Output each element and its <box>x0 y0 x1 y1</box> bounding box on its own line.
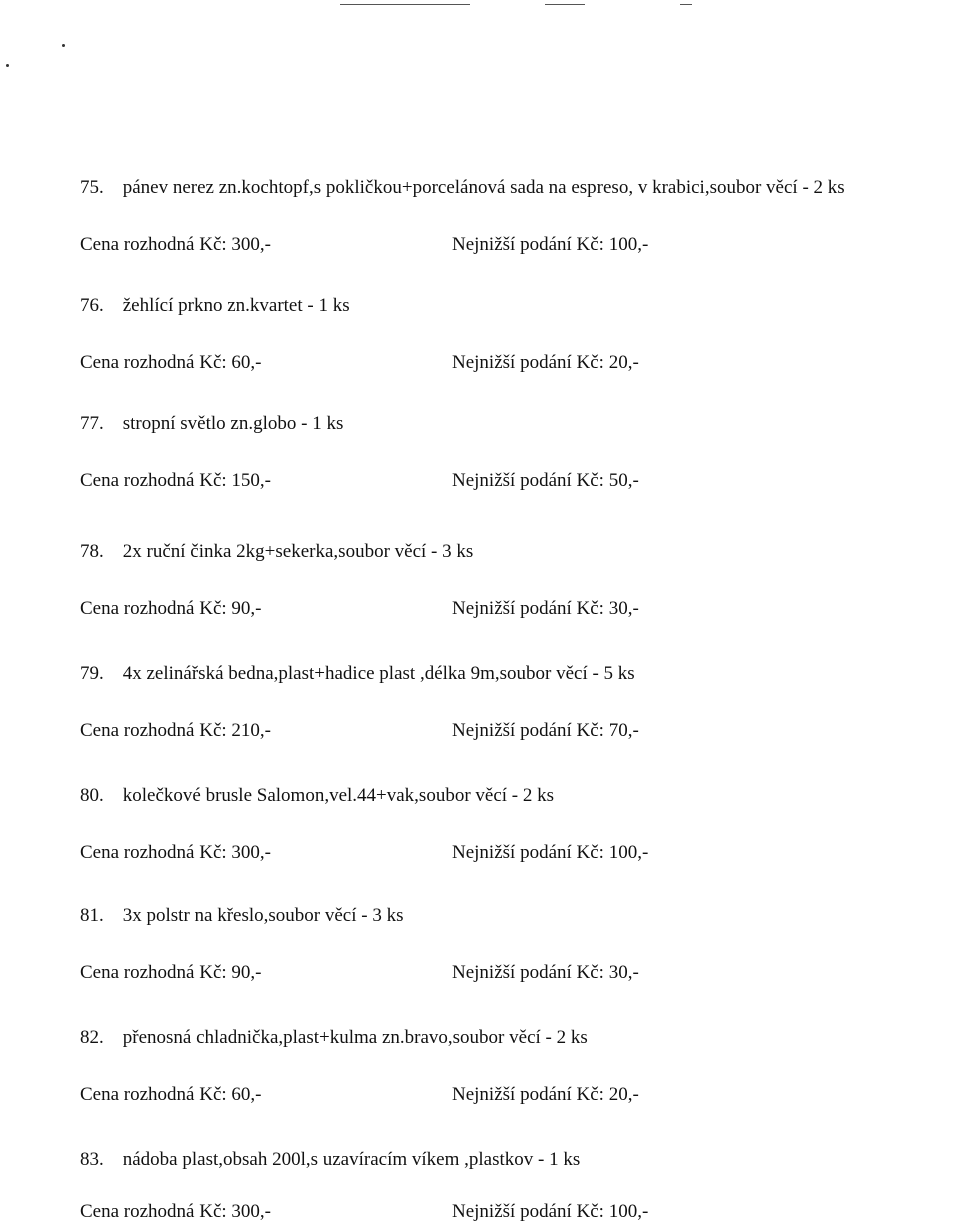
scan-artifact <box>340 4 470 5</box>
item-title <box>80 412 950 436</box>
price-value: 60,- <box>231 1084 262 1105</box>
min-bid <box>452 1083 639 1107</box>
min-bid <box>452 961 639 985</box>
scan-artifact <box>680 4 692 5</box>
price-decisive <box>80 1200 271 1224</box>
item-number: 77. <box>80 413 104 434</box>
min-bid-value: 100,- <box>608 234 649 255</box>
item-title <box>80 1026 950 1050</box>
item-title <box>80 1148 950 1172</box>
auction-item <box>80 784 950 865</box>
item-description: kolečkové brusle Salomon,vel.44+vak,soubor věcí - 2 ks <box>122 785 555 806</box>
item-description: pánev nerez zn.kochtopf,s pokličkou+porcelánová sada na espreso, v krabici,soubor věcí - 2 ks <box>122 177 845 198</box>
price-decisive <box>80 233 271 257</box>
price-value: 210,- <box>231 720 271 741</box>
item-number: 79. <box>80 663 104 684</box>
item-title <box>80 904 950 928</box>
price-decisive <box>80 961 262 985</box>
item-number: 80. <box>80 785 104 806</box>
price-label: Cena rozhodná Kč: <box>80 1201 227 1222</box>
price-label: Cena rozhodná Kč: <box>80 352 227 373</box>
min-bid-value: 100,- <box>608 1201 649 1222</box>
item-price-row <box>80 719 950 743</box>
item-number: 75. <box>80 177 104 198</box>
scan-artifact <box>62 44 65 47</box>
min-bid <box>452 841 648 865</box>
price-value: 300,- <box>231 1201 271 1222</box>
price-label: Cena rozhodná Kč: <box>80 234 227 255</box>
auction-item <box>80 662 950 743</box>
item-number: 82. <box>80 1027 104 1048</box>
item-description: nádoba plast,obsah 200l,s uzavíracím víkem ,plastkov - 1 ks <box>122 1149 581 1170</box>
min-bid-label: Nejnižší podání Kč: <box>452 962 604 983</box>
price-decisive <box>80 1083 262 1107</box>
min-bid <box>452 351 639 375</box>
item-description: přenosná chladnička,plast+kulma zn.bravo,soubor věcí - 2 ks <box>122 1027 588 1048</box>
min-bid <box>452 469 639 493</box>
min-bid <box>452 597 639 621</box>
item-title <box>80 176 950 200</box>
min-bid <box>452 233 648 257</box>
price-value: 90,- <box>231 962 262 983</box>
price-decisive <box>80 841 271 865</box>
item-number: 78. <box>80 541 104 562</box>
auction-item <box>80 904 950 985</box>
item-number: 76. <box>80 295 104 316</box>
item-description: 3x polstr na křeslo,soubor věcí - 3 ks <box>122 905 404 926</box>
min-bid-label: Nejnižší podání Kč: <box>452 470 604 491</box>
price-decisive <box>80 351 262 375</box>
price-label: Cena rozhodná Kč: <box>80 720 227 741</box>
price-label: Cena rozhodná Kč: <box>80 598 227 619</box>
min-bid-label: Nejnižší podání Kč: <box>452 598 604 619</box>
min-bid <box>452 1200 648 1224</box>
price-decisive <box>80 597 262 621</box>
item-description: 2x ruční činka 2kg+sekerka,soubor věcí - 3 ks <box>122 541 474 562</box>
price-value: 90,- <box>231 598 262 619</box>
min-bid-value: 20,- <box>608 352 639 373</box>
price-value: 60,- <box>231 352 262 373</box>
min-bid-value: 30,- <box>608 962 639 983</box>
min-bid-value: 20,- <box>608 1084 639 1105</box>
price-label: Cena rozhodná Kč: <box>80 1084 227 1105</box>
min-bid-label: Nejnižší podání Kč: <box>452 234 604 255</box>
item-number: 81. <box>80 905 104 926</box>
scan-artifact <box>6 64 9 67</box>
min-bid-label: Nejnižší podání Kč: <box>452 352 604 373</box>
item-price-row <box>80 841 950 865</box>
auction-item <box>80 412 950 493</box>
price-label: Cena rozhodná Kč: <box>80 470 227 491</box>
item-number: 83. <box>80 1149 104 1170</box>
auction-item <box>80 1148 950 1224</box>
auction-item <box>80 294 950 375</box>
price-value: 300,- <box>231 234 271 255</box>
item-description: stropní světlo zn.globo - 1 ks <box>122 413 344 434</box>
item-price-row <box>80 469 950 493</box>
price-label: Cena rozhodná Kč: <box>80 962 227 983</box>
price-value: 150,- <box>231 470 271 491</box>
item-price-row <box>80 1083 950 1107</box>
price-decisive <box>80 719 271 743</box>
item-price-row <box>80 1200 950 1224</box>
item-title <box>80 784 950 808</box>
min-bid-value: 70,- <box>608 720 639 741</box>
price-value: 300,- <box>231 842 271 863</box>
scan-artifact <box>545 4 585 5</box>
min-bid-label: Nejnižší podání Kč: <box>452 842 604 863</box>
auction-item <box>80 1026 950 1107</box>
item-description: 4x zelinářská bedna,plast+hadice plast ,délka 9m,soubor věcí - 5 ks <box>122 663 635 684</box>
item-price-row <box>80 351 950 375</box>
min-bid-value: 50,- <box>608 470 639 491</box>
item-title <box>80 540 950 564</box>
min-bid-label: Nejnižší podání Kč: <box>452 720 604 741</box>
item-title <box>80 294 950 318</box>
min-bid-label: Nejnižší podání Kč: <box>452 1084 604 1105</box>
price-decisive <box>80 469 271 493</box>
price-label: Cena rozhodná Kč: <box>80 842 227 863</box>
min-bid-value: 30,- <box>608 598 639 619</box>
item-price-row <box>80 233 950 257</box>
auction-item <box>80 540 950 621</box>
min-bid-label: Nejnižší podání Kč: <box>452 1201 604 1222</box>
min-bid <box>452 719 639 743</box>
min-bid-value: 100,- <box>608 842 649 863</box>
item-price-row <box>80 961 950 985</box>
item-title <box>80 662 950 686</box>
item-description: žehlící prkno zn.kvartet - 1 ks <box>122 295 350 316</box>
item-price-row <box>80 597 950 621</box>
auction-item <box>80 176 950 257</box>
